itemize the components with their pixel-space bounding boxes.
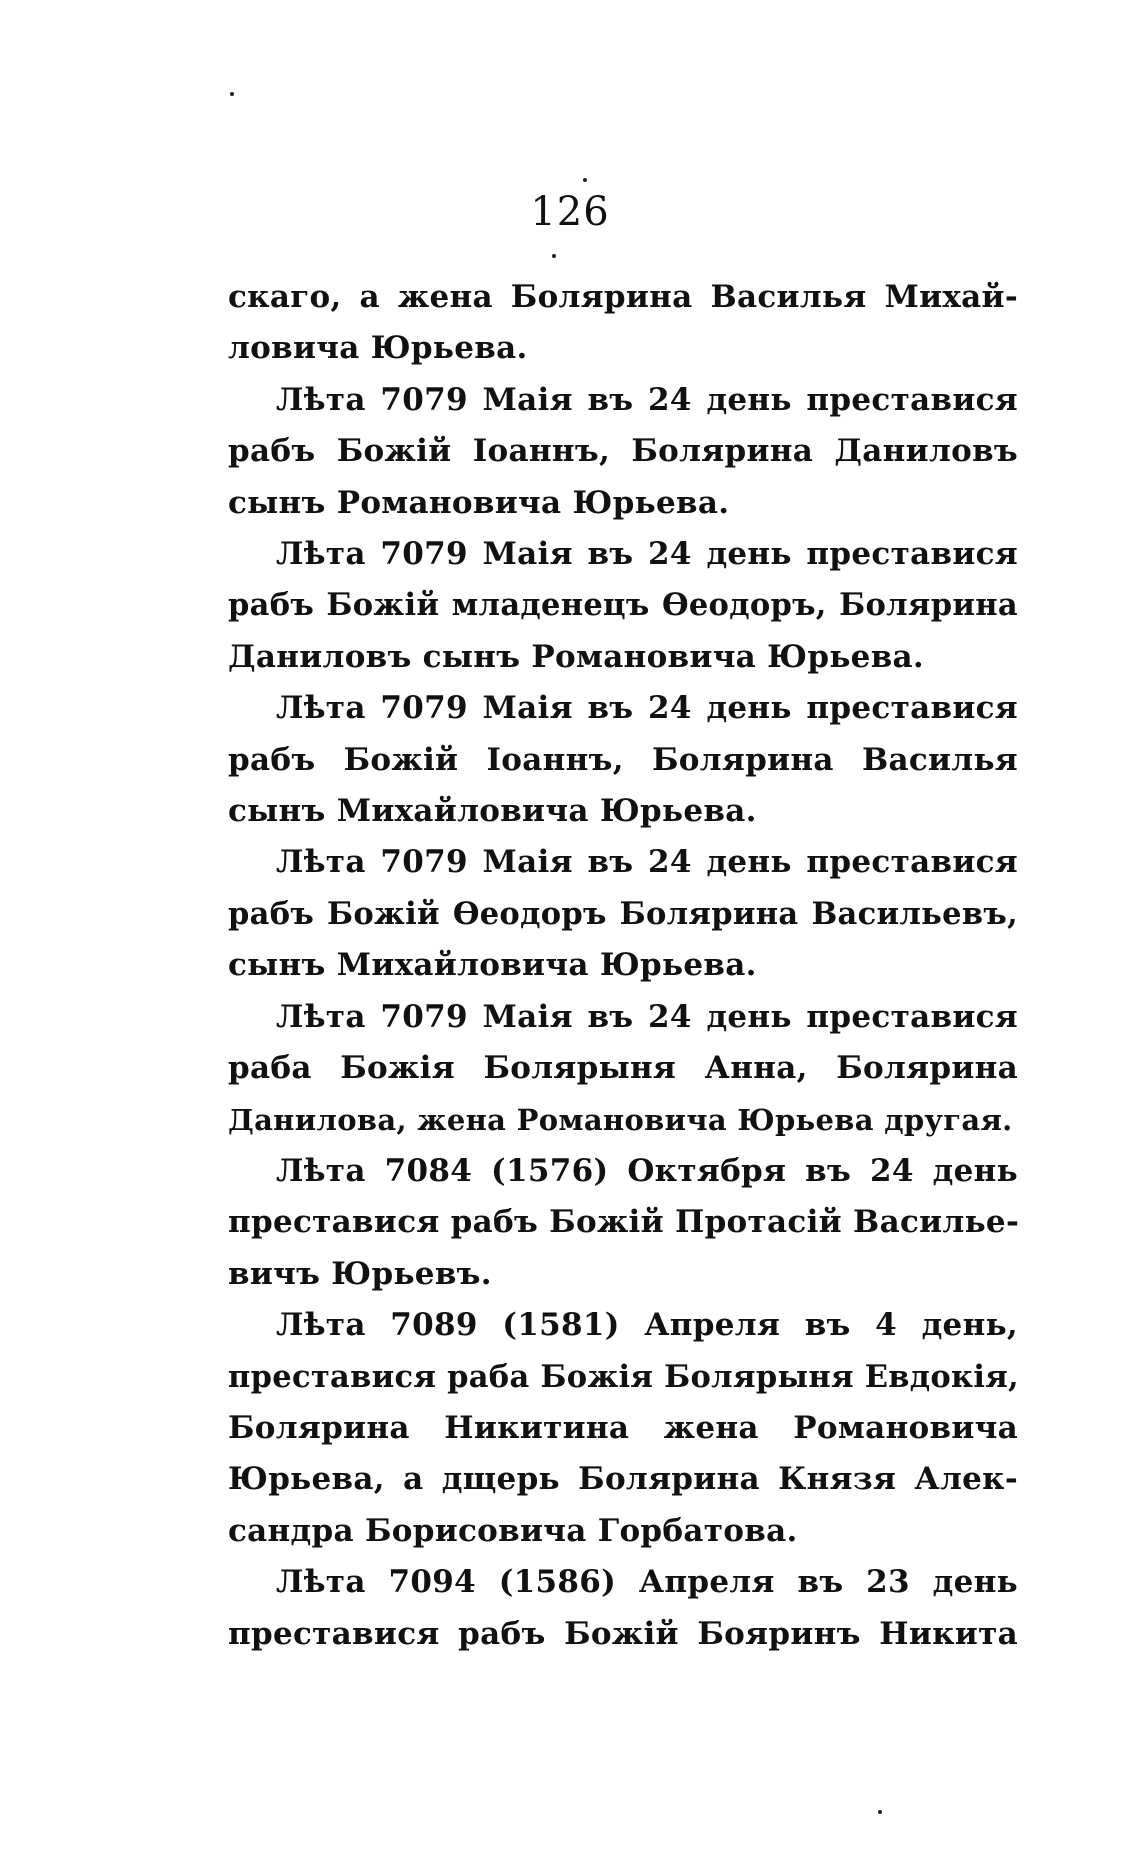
text-line: преставися рабъ Божій Протасій Василье-: [228, 1204, 1020, 1241]
text-line: Лѣта 7094 (1586) Апреля въ 23 день: [276, 1564, 1018, 1601]
text-line: Лѣта 7089 (1581) Апреля въ 4 день,: [276, 1307, 1018, 1344]
text-line: Лѣта 7084 (1576) Октября въ 24 день: [276, 1152, 1018, 1189]
page-number: 126: [530, 189, 610, 235]
text-line: раба Божія Болярыня Анна, Болярина: [228, 1050, 1018, 1087]
text-line: Лѣта 7079 Маія въ 24 день преставися: [276, 536, 1018, 573]
text-line: сынъ Михайловича Юрьева.: [228, 947, 757, 984]
text-line: рабъ Божій Өеодоръ Болярина Васильевъ,: [228, 895, 1018, 932]
text-line: Болярина Никитина жена Романовича: [228, 1409, 1018, 1446]
text-line: скаго, а жена Болярина Василья Михай-: [228, 279, 1018, 315]
text-line: Лѣта 7079 Маія въ 24 день преставися: [276, 844, 1018, 881]
text-line: Даниловъ сынъ Романовича Юрьева.: [228, 638, 925, 675]
text-line: сынъ Романовича Юрьева.: [228, 484, 730, 521]
text-line: рабъ Божій младенецъ Өеодоръ, Болярина: [228, 587, 1018, 624]
text-line: вичъ Юрьевъ.: [228, 1255, 492, 1292]
text-line: Лѣта 7079 Маія въ 24 день преставися: [276, 690, 1018, 727]
scan-speck: [583, 178, 587, 182]
scan-speck: [552, 254, 556, 258]
scan-speck: [878, 1810, 882, 1814]
page-text: [228, 272, 1018, 1660]
text-line: Данилова, жена Романовича Юрьева другая.: [228, 1102, 1013, 1137]
text-line: Лѣта 7079 Маія въ 24 день преставися: [276, 998, 1018, 1035]
text-line: преставися рабъ Божій Бояринъ Никита: [228, 1615, 1018, 1652]
text-line: Юрьева, а дщерь Болярина Князя Алек-: [228, 1461, 1018, 1498]
text-line: ловича Юрьева.: [228, 330, 528, 367]
text-line: сынъ Михайловича Юрьева.: [228, 793, 757, 830]
text-line: сандра Борисовича Горбатова.: [228, 1512, 798, 1549]
text-line: рабъ Божій Іоаннъ, Болярина Василья: [228, 741, 1018, 778]
text-line: рабъ Божій Іоаннъ, Болярина Даниловъ: [228, 433, 1018, 470]
scan-speck: [230, 92, 234, 96]
text-line: Лѣта 7079 Маія въ 24 день преставися: [276, 381, 1018, 418]
text-line: преставися раба Божія Болярыня Евдокія,: [228, 1358, 1019, 1395]
